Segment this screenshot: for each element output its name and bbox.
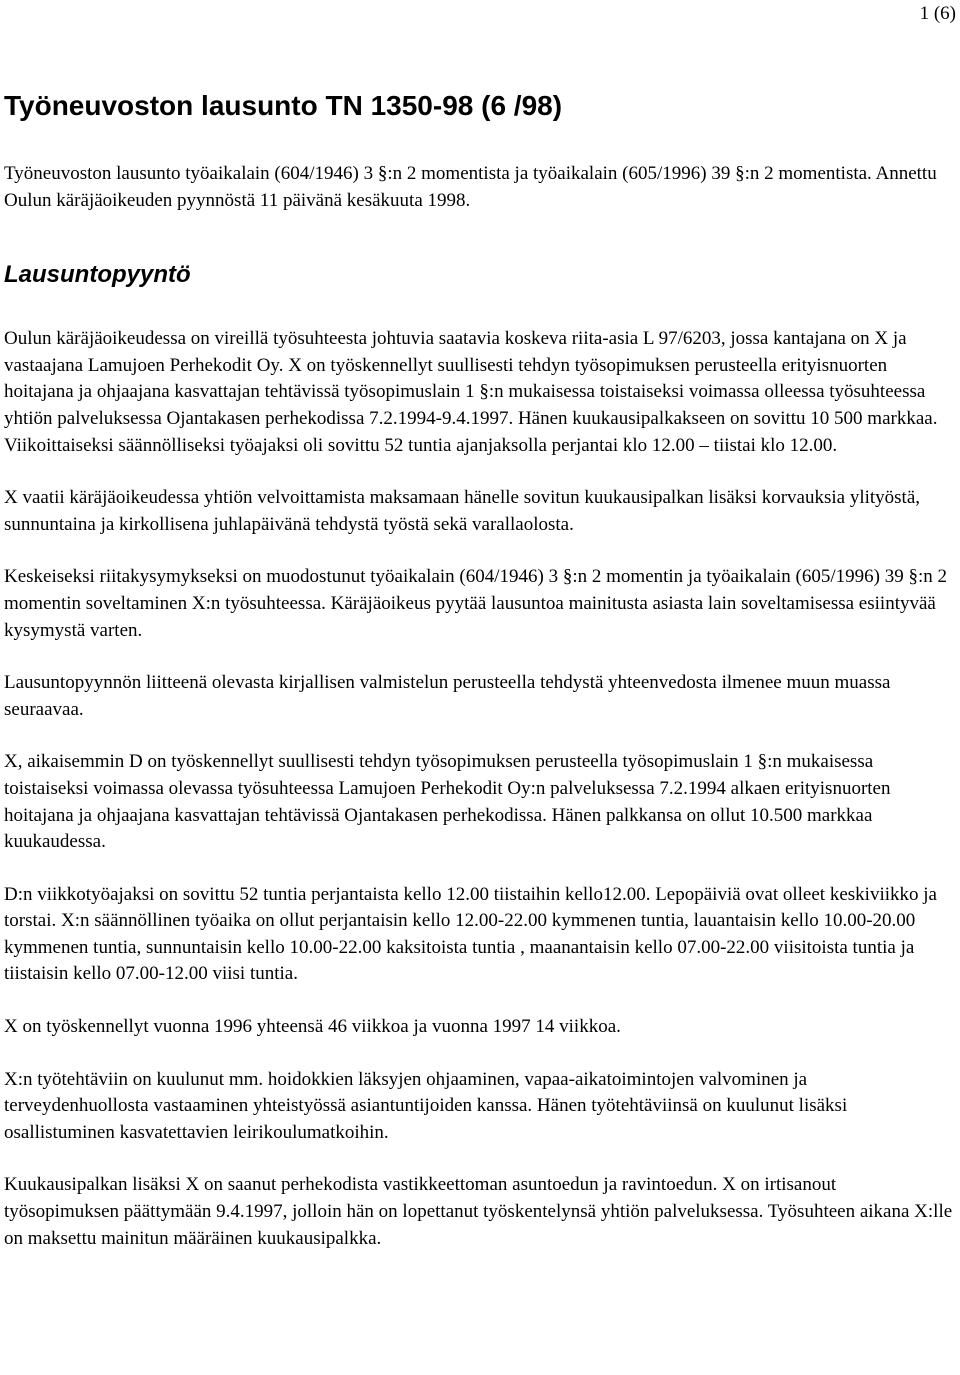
page-number: 1 (6) [919,3,956,24]
body-paragraph: Keskeiseksi riitakysymykseksi on muodostunut työaikalain (604/1946) 3 §:n 2 momentin ja työaikalain (605/1996) 39 §:n 2 momentin soveltaminen X:n työsuhteessa. Käräjäoikeus pyytää lausuntoa mainitusta asiasta lain soveltamisessa esiintyvää kysymystä varten. [4,566,948,641]
body-paragraph: X vaatii käräjäoikeudessa yhtiön velvoittamista maksamaan hänelle sovitun kuukausipalkan lisäksi korvauksia ylityöstä, sunnuntaina ja kirkollisena juhlapäivänä tehdystä työstä sekä varallaolosta. [4,487,921,535]
body-paragraph: Kuukausipalkan lisäksi X on saanut perhekodista vastikkeettoman asuntoedun ja ravintoedun. X on irtisanout työsopimuksen päättymään 9.4.1997, jolloin hän on lopettanut työskentelynsä yhtiön palveluksessa. Työsuhteen aikana X:lle on maksettu mainitun määräinen kuukausipalkka. [4,1174,953,1249]
page-title: Työneuvoston lausunto TN 1350-98 (6 /98) [4,90,563,121]
body-paragraph: X, aikaisemmin D on työskennellyt suullisesti tehdyn työsopimuksen perusteella työsopimuslain 1 §:n mukaisessa toistaiseksi voimassa olevassa työsuhteessa Lamujoen Perhekodit Oy:n palveluksessa 7.2.1994 alkaen erityisnuorten hoitajana ja ohjaajana kasvattajan tehtävissä Ojantakasen perhekodissa. Hänen palkkansa on ollut 10.500 markkaa kuukaudessa. [4,751,891,853]
section-heading: Lausuntopyyntö [4,261,191,289]
body-paragraph: Oulun käräjäoikeudessa on vireillä työsuhteesta johtuvia saatavia koskeva riita-asia L 97/6203, jossa kantajana on X ja vastaajana Lamujoen Perhekodit Oy. X on työskennellyt suullisesti tehdyn työsopimuksen perusteella erityisnuorten hoitajana ja ohjaajana kasvattajan tehtävissä työsopimuslain 1 §:n mukaisessa toistaiseksi voimassa olleessa työsuhteessa yhtiön palveluksessa Ojantakasen perhekodissa 7.2.1994-9.4.1997. Hänen kuukausipalkakseen on sovittu 10 500 markkaa. Viikoittaiseksi säännölliseksi työajaksi oli sovittu 52 tuntia ajanjaksolla perjantai klo 12.00 – tiistai klo 12.00. [4,328,938,456]
body-paragraph: X:n työtehtäviin on kuulunut mm. hoidokkien läksyjen ohjaaminen, vapaa-aikatoimintojen valvominen ja terveydenhuollosta vastaaminen yhteistyössä asiantuntijoiden kanssa. Hänen työtehtäviinsä on kuulunut lisäksi osallistuminen kasvatettavien leirikoulumatkoihin. [4,1068,848,1143]
document-body [4,161,954,1252]
body-paragraph: Lausuntopyynnön liitteenä olevasta kirjallisen valmistelun perusteella tehdystä yhteenvedosta ilmenee muun muassa seuraavaa. [4,672,891,720]
body-paragraph: D:n viikkotyöajaksi on sovittu 52 tuntia perjantaista kello 12.00 tiistaihin kello12.00. Lepopäiviä ovat olleet keskiviikko ja torstai. X:n säännöllinen työaika on ollut perjantaisin kello 12.00-22.00 kymmenen tuntia, lauantaisin kello 10.00-20.00 kymmenen tuntia, sunnuntaisin kello 10.00-22.00 kaksitoista tuntia , maanantaisin kello 07.00-22.00 viisitoista tuntia ja tiistaisin kello 07.00-12.00 viisi tuntia. [4,883,937,985]
intro-paragraph: Työneuvoston lausunto työaikalain (604/1946) 3 §:n 2 momentista ja työaikalain (605/1996) 39 §:n 2 momentista. Annettu Oulun käräjäoikeuden pyynnöstä 11 päivänä kesäkuuta 1998. [4,163,937,211]
body-paragraph: X on työskennellyt vuonna 1996 yhteensä 46 viikkoa ja vuonna 1997 14 viikkoa. [4,1016,621,1038]
